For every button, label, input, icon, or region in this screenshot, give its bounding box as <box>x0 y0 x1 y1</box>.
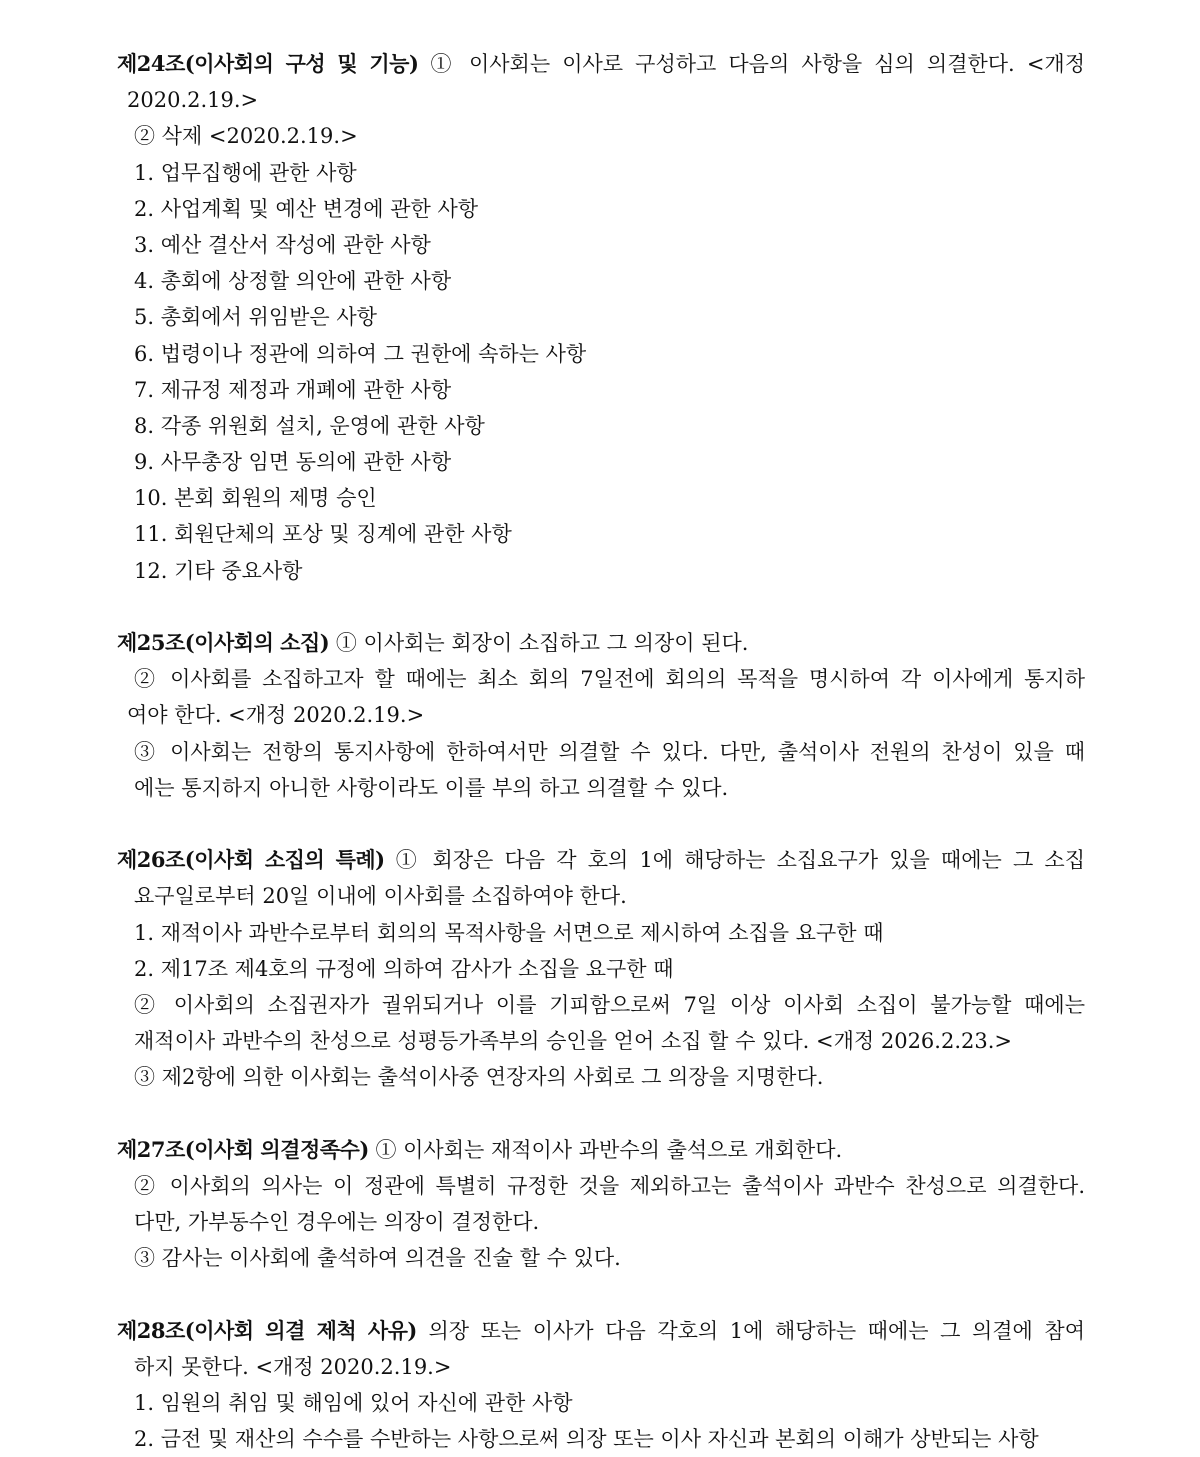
article-24-first-line <box>117 46 1085 82</box>
list-item: 7. 제규정 제정과 개폐에 관한 사항 <box>134 377 452 402</box>
spacer <box>117 1276 1085 1312</box>
article-heading: 제28조(이사회 의결 제척 사유) <box>117 1317 417 1343</box>
clause-line: ③ 감사는 이사회에 출석하여 의견을 진술 할 수 있다. <box>134 1246 621 1271</box>
article-26-first-line <box>117 842 1085 878</box>
list-item: 8. 각종 위원회 설치, 운영에 관한 사항 <box>134 413 485 438</box>
document-body <box>117 46 1085 1457</box>
clause-line: ② 이사회를 소집하고자 할 때에는 최소 회의 7일전에 회의의 목적을 명시하여 각 이사에게 통지하 <box>134 667 1085 692</box>
clause-text: ① 이사회는 재적이사 과반수의 출석으로 개회한다. <box>368 1137 843 1162</box>
clause-continuation: 재적이사 과반수의 찬성으로 성평등가족부의 승인을 얻어 소집 할 수 있다. <개정 2026.2.23.> <box>134 1029 1012 1054</box>
list-item: 1. 업무집행에 관한 사항 <box>134 160 357 185</box>
clause-continuation: 2020.2.19.> <box>127 88 259 113</box>
list-item: 1. 임원의 취임 및 해임에 있어 자신에 관한 사항 <box>134 1390 573 1415</box>
article-26 <box>117 842 1085 1095</box>
list-item: 10. 본회 회원의 제명 승인 <box>134 486 377 511</box>
list-item: 2. 금전 및 재산의 수수를 수반하는 사항으로써 의장 또는 이사 자신과 본회의 이해가 상반되는 사항 <box>134 1427 1039 1452</box>
clause-text: ① 이사회는 이사로 구성하고 다음의 사항을 심의 의결한다. <개정 <box>418 52 1085 76</box>
list-item: 1. 재적이사 과반수로부터 회의의 목적사항을 서면으로 제시하여 소집을 요구한 때 <box>134 920 884 945</box>
clause-line: ② 삭제 <2020.2.19.> <box>134 124 358 149</box>
clause-continuation: 여야 한다. <개정 2020.2.19.> <box>127 703 425 728</box>
clause-continuation: 다만, 가부동수인 경우에는 의장이 결정한다. <box>134 1210 540 1234</box>
article-25-first-line <box>117 625 1085 661</box>
article-heading: 제26조(이사회 소집의 특례) <box>117 847 385 873</box>
list-item: 2. 사업계획 및 예산 변경에 관한 사항 <box>134 196 479 221</box>
clause-continuation: 하지 못한다. <개정 2020.2.19.> <box>134 1354 452 1379</box>
article-heading: 제27조(이사회 의결정족수) <box>117 1136 369 1162</box>
clause-line: ② 이사회의 의사는 이 정관에 특별히 규정한 것을 제외하고는 출석이사 과반수 찬성으로 의결한다. <box>134 1173 1085 1198</box>
list-item: 2. 제17조 제4호의 규정에 의하여 감사가 소집을 요구한 때 <box>134 956 674 981</box>
article-heading: 제25조(이사회의 소집) <box>117 630 330 655</box>
clause-text: ① 회장은 다음 각 호의 1에 해당하는 소집요구가 있을 때에는 그 소집 <box>384 848 1085 873</box>
list-item: 3. 예산 결산서 작성에 관한 사항 <box>134 232 431 257</box>
clause-line: ③ 이사회는 전항의 통지사항에 한하여서만 의결할 수 있다. 다만, 출석이사 전원의 찬성이 있을 때 <box>134 739 1085 764</box>
article-heading: 제24조(이사회의 구성 및 기능) <box>117 51 419 76</box>
list-item: 4. 총회에 상정할 의안에 관한 사항 <box>134 269 452 294</box>
list-item: 6. 법령이나 정관에 의하여 그 권한에 속하는 사항 <box>134 341 587 366</box>
article-27-first-line <box>117 1132 1085 1168</box>
list-item: 9. 사무총장 임면 동의에 관한 사항 <box>134 450 452 475</box>
clause-continuation: 에는 통지하지 아니한 사항이라도 이를 부의 하고 의결할 수 있다. <box>134 775 729 800</box>
spacer <box>117 589 1085 625</box>
clause-text: ① 이사회는 회장이 소집하고 그 의장이 된다. <box>329 631 749 655</box>
list-item: 12. 기타 중요사항 <box>134 558 303 583</box>
article-25 <box>117 625 1085 806</box>
article-27 <box>117 1132 1085 1277</box>
list-item: 11. 회원단체의 포상 및 징계에 관한 사항 <box>134 522 512 547</box>
spacer <box>117 1095 1085 1131</box>
clause-line: ③ 제2항에 의한 이사회는 출석이사중 연장자의 사회로 그 의장을 지명한다. <box>134 1065 824 1090</box>
clause-line: ② 이사회의 소집권자가 궐위되거나 이를 기피함으로써 7일 이상 이사회 소집이 불가능할 때에는 <box>134 992 1085 1017</box>
spacer <box>117 806 1085 842</box>
clause-continuation: 요구일로부터 20일 이내에 이사회를 소집하여야 한다. <box>134 884 627 909</box>
article-24 <box>117 46 1085 589</box>
clause-text: 의장 또는 이사가 다음 각호의 1에 해당하는 때에는 그 의결에 참여 <box>416 1318 1085 1343</box>
article-28-first-line <box>117 1313 1085 1349</box>
list-item: 5. 총회에서 위임받은 사항 <box>134 305 377 330</box>
article-28 <box>117 1313 1085 1457</box>
